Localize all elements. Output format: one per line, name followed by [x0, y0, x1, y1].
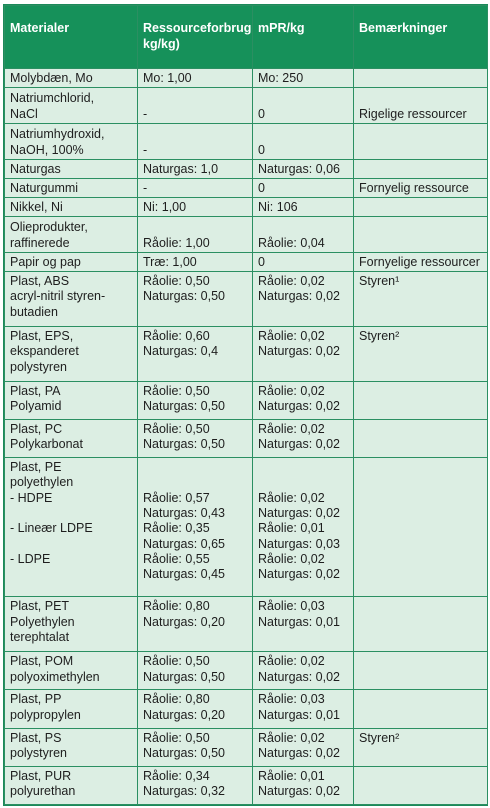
material-cell — [5, 69, 138, 88]
cell-line: Råolie: 0,02 — [258, 383, 325, 398]
cell-line: Plast, PE — [10, 460, 62, 475]
cell-line: Naturgas: 0,01 — [258, 614, 340, 629]
table-row — [5, 381, 488, 419]
cell-line: Olieprodukter, — [10, 220, 88, 235]
cell-line: Naturgummi — [10, 180, 79, 195]
cell-line: Ni: 1,00 — [143, 199, 187, 214]
mpr-cell — [253, 381, 354, 419]
remark-cell — [354, 420, 488, 458]
mpr-cell — [253, 728, 354, 766]
cell-line: Plast, EPS, — [10, 328, 74, 343]
cell-line: Naturgas: 0,20 — [143, 707, 225, 722]
cell-line — [258, 460, 348, 475]
resource-cell — [138, 420, 253, 458]
material-cell — [5, 652, 138, 690]
table-row — [5, 420, 488, 458]
cell-line: Råolie: 0,50 — [143, 730, 210, 745]
remark-cell — [354, 217, 488, 253]
cell-line: Råolie: 0,02 — [258, 273, 325, 288]
table-row — [5, 88, 488, 124]
cell-line: terephtalat — [10, 629, 70, 644]
cell-line — [359, 506, 482, 521]
cell-line: Råolie: 0,02 — [258, 490, 325, 505]
cell-line: polypropylen — [10, 707, 81, 722]
mpr-cell — [253, 197, 354, 216]
remark-cell — [354, 690, 488, 728]
cell-line: Plast, PA — [10, 383, 61, 398]
cell-line — [359, 491, 482, 506]
cell-line: Råolie: 0,60 — [143, 328, 210, 343]
cell-line: Naturgas: 0,03 — [258, 536, 340, 551]
material-cell — [5, 381, 138, 419]
header-mpr-kg: mPR/kg — [253, 6, 354, 69]
remark-cell — [354, 766, 488, 804]
cell-line: Naturgas: 0,02 — [258, 567, 340, 582]
cell-line — [143, 305, 247, 320]
remark-cell — [354, 178, 488, 197]
mpr-cell — [253, 597, 354, 652]
cell-line: Råolie: 0,03 — [258, 692, 325, 707]
cell-line: - — [143, 142, 148, 157]
cell-line: - — [143, 106, 148, 121]
resource-cell — [138, 197, 253, 216]
resource-cell — [138, 690, 253, 728]
cell-line: Råolie: 0,03 — [258, 599, 325, 614]
cell-line: - — [143, 180, 148, 195]
cell-line: polyethylen — [10, 475, 74, 490]
cell-line: Natriumhydroxid, — [10, 127, 105, 142]
resource-cell — [138, 326, 253, 381]
cell-line: Naturgas: 0,02 — [258, 289, 340, 304]
cell-line: Naturgas: 0,20 — [143, 614, 225, 629]
resource-cell — [138, 252, 253, 271]
cell-line — [359, 236, 482, 251]
cell-line — [359, 769, 482, 784]
cell-line: Råolie: 0,01 — [258, 768, 325, 783]
cell-line: Rigelige ressourcer — [359, 106, 467, 121]
cell-line — [359, 567, 482, 582]
mpr-cell — [253, 690, 354, 728]
resource-cell — [138, 123, 253, 159]
cell-line: 0 — [258, 106, 265, 121]
cell-line: Naturgas: 0,50 — [143, 669, 225, 684]
cell-line — [359, 399, 482, 414]
table-row — [5, 69, 488, 88]
cell-line: Naturgas: 0,01 — [258, 707, 340, 722]
cell-line: acryl-nitril styren- — [10, 289, 106, 304]
table-row — [5, 458, 488, 597]
cell-line: Molybdæn, Mo — [10, 70, 93, 85]
cell-line: Fornyelig ressource — [359, 180, 469, 195]
resource-cell — [138, 458, 253, 597]
cell-line: polystyren — [10, 745, 67, 760]
table-row — [5, 123, 488, 159]
cell-line: Naturgas: 0,45 — [143, 567, 225, 582]
mpr-cell — [253, 652, 354, 690]
cell-line: Træ: 1,00 — [143, 254, 197, 269]
table-row — [5, 597, 488, 652]
table-row — [5, 271, 488, 326]
table-row — [5, 652, 488, 690]
resource-cell — [138, 652, 253, 690]
cell-line: Råolie: 0,04 — [258, 235, 325, 250]
cell-line: - HDPE — [10, 490, 53, 505]
remark-cell — [354, 197, 488, 216]
mpr-cell — [253, 159, 354, 178]
cell-line — [359, 143, 482, 158]
cell-line — [10, 506, 132, 521]
cell-line — [359, 537, 482, 552]
cell-line: Fornyelige ressourcer — [359, 254, 480, 269]
mpr-cell — [253, 326, 354, 381]
cell-line: Råolie: 0,80 — [143, 599, 210, 614]
cell-line — [359, 200, 482, 215]
cell-line: Styren² — [359, 730, 400, 745]
cell-line: Styren² — [359, 328, 400, 343]
cell-line: Natriumchlorid, — [10, 91, 95, 106]
remark-cell — [354, 597, 488, 652]
table-row — [5, 690, 488, 728]
remark-cell — [354, 69, 488, 88]
cell-line — [359, 437, 482, 452]
remark-cell — [354, 728, 488, 766]
cell-line: Plast, PP — [10, 692, 62, 707]
resource-cell — [138, 178, 253, 197]
cell-line: Råolie: 0,50 — [143, 383, 210, 398]
cell-line — [359, 692, 482, 707]
cell-line: Naturgas: 0,43 — [143, 506, 225, 520]
remark-cell — [354, 271, 488, 326]
remark-cell — [354, 652, 488, 690]
cell-line: Naturgas: 0,32 — [143, 783, 225, 798]
remark-cell — [354, 123, 488, 159]
cell-line: Råolie: 0,02 — [258, 654, 325, 669]
cell-line: Plast, PS — [10, 730, 62, 745]
material-cell — [5, 597, 138, 652]
cell-line: Råolie: 0,50 — [143, 654, 210, 669]
cell-line — [143, 360, 247, 375]
cell-line: Råolie: 0,55 — [143, 551, 210, 566]
resource-cell — [138, 217, 253, 253]
cell-line — [359, 384, 482, 399]
cell-line — [359, 599, 482, 614]
material-cell — [5, 178, 138, 197]
cell-line: Naturgas: 0,02 — [258, 745, 340, 760]
cell-line: polyoximethylen — [10, 669, 100, 684]
material-cell — [5, 766, 138, 804]
mpr-cell — [253, 88, 354, 124]
material-cell — [5, 728, 138, 766]
mpr-cell — [253, 458, 354, 597]
cell-line: Naturgas: 1,0 — [143, 161, 219, 176]
mpr-cell — [253, 252, 354, 271]
cell-line: Råolie: 1,00 — [143, 235, 210, 250]
table-row — [5, 159, 488, 178]
cell-line: Polyethylen — [10, 614, 75, 629]
cell-line: Styren¹ — [359, 273, 400, 288]
cell-line: Naturgas: 0,50 — [143, 399, 225, 414]
cell-line — [10, 537, 132, 552]
cell-line — [258, 475, 348, 490]
cell-line: Råolie: 0,01 — [258, 521, 325, 536]
cell-line: Plast, POM — [10, 654, 74, 669]
table-row — [5, 178, 488, 197]
cell-line: Ni: 106 — [258, 199, 298, 214]
cell-line: Mo: 1,00 — [143, 70, 192, 85]
cell-line — [359, 71, 482, 86]
cell-line: Plast, PET — [10, 599, 70, 614]
material-cell — [5, 690, 138, 728]
cell-line: NaCl — [10, 106, 38, 121]
cell-line — [359, 475, 482, 490]
table-row — [5, 326, 488, 381]
cell-line: polyurethan — [10, 783, 76, 798]
remark-cell — [354, 326, 488, 381]
cell-line — [359, 552, 482, 567]
cell-line — [359, 521, 482, 536]
cell-line: Naturgas: 0,50 — [143, 289, 225, 304]
cell-line: Naturgas: 0,50 — [143, 437, 225, 452]
remark-cell — [354, 159, 488, 178]
cell-line — [359, 360, 482, 375]
mpr-cell — [253, 766, 354, 804]
resource-cell — [138, 159, 253, 178]
material-cell — [5, 197, 138, 216]
cell-line: Råolie: 0,50 — [143, 273, 210, 288]
cell-line — [359, 289, 482, 304]
cell-line: Råolie: 0,02 — [258, 328, 325, 343]
material-cell — [5, 123, 138, 159]
cell-line: - Lineær LDPE — [10, 521, 93, 536]
material-cell — [5, 88, 138, 124]
remark-cell — [354, 88, 488, 124]
header-materialer: Materialer — [5, 6, 138, 69]
cell-line: Naturgas: 0,02 — [258, 506, 340, 520]
cell-line: Råolie: 0,34 — [143, 768, 210, 783]
cell-line: Råolie: 0,02 — [258, 551, 325, 566]
remark-cell — [354, 458, 488, 597]
cell-line — [359, 305, 482, 320]
mpr-cell — [253, 217, 354, 253]
resource-cell — [138, 728, 253, 766]
cell-line: Plast, PUR — [10, 768, 72, 783]
mpr-cell — [253, 420, 354, 458]
resource-cell — [138, 88, 253, 124]
cell-line — [258, 630, 348, 645]
resource-cell — [138, 766, 253, 804]
cell-line — [258, 305, 348, 320]
cell-line: 0 — [258, 254, 265, 269]
material-cell — [5, 217, 138, 253]
mpr-cell — [253, 123, 354, 159]
cell-line: Naturgas: 0,06 — [258, 161, 340, 176]
resource-cell — [138, 69, 253, 88]
cell-line — [359, 460, 482, 475]
cell-line: Mo: 250 — [258, 70, 304, 85]
mpr-cell — [253, 178, 354, 197]
material-cell — [5, 159, 138, 178]
table-row — [5, 766, 488, 804]
cell-line: Råolie: 0,80 — [143, 692, 210, 707]
header-ressourceforbrug: Ressourceforbrug kg/kg) — [138, 6, 253, 69]
material-cell — [5, 458, 138, 597]
resource-cell — [138, 381, 253, 419]
cell-line: Råolie: 0,50 — [143, 422, 210, 436]
cell-line: Papir og pap — [10, 254, 81, 269]
table-body — [5, 69, 488, 805]
cell-line — [10, 567, 132, 582]
material-cell — [5, 252, 138, 271]
materials-table-container — [3, 4, 488, 806]
cell-line: Naturgas: 0,50 — [143, 745, 225, 760]
cell-line: ekspanderet — [10, 344, 79, 359]
cell-line: Polyamid — [10, 399, 62, 414]
cell-line — [359, 615, 482, 630]
cell-line: 0 — [258, 180, 265, 195]
table-header-row — [5, 6, 488, 69]
cell-line: raffinerede — [10, 235, 70, 250]
table-row — [5, 217, 488, 253]
cell-line — [359, 422, 482, 437]
cell-line — [143, 460, 247, 475]
cell-line: - LDPE — [10, 551, 51, 566]
cell-line: Naturgas: 0,02 — [258, 399, 340, 414]
cell-line: 0 — [258, 142, 265, 157]
cell-line — [359, 784, 482, 799]
cell-line: Naturgas: 0,02 — [258, 669, 340, 684]
cell-line: polystyren — [10, 359, 67, 374]
mpr-cell — [253, 69, 354, 88]
remark-cell — [354, 252, 488, 271]
cell-line: Naturgas: 0,02 — [258, 344, 340, 359]
table-row — [5, 197, 488, 216]
cell-line — [359, 630, 482, 645]
cell-line — [359, 162, 482, 177]
cell-line: Råolie: 0,35 — [143, 521, 210, 536]
material-cell — [5, 326, 138, 381]
cell-line: Råolie: 0,02 — [258, 422, 325, 436]
cell-line: Polykarbonat — [10, 437, 83, 452]
cell-line — [143, 475, 247, 490]
cell-line: Plast, ABS — [10, 273, 70, 288]
cell-line: Råolie: 0,57 — [143, 490, 210, 505]
material-cell — [5, 420, 138, 458]
cell-line — [359, 746, 482, 761]
cell-line — [143, 630, 247, 645]
materials-table — [4, 5, 488, 805]
cell-line — [359, 670, 482, 685]
cell-line: Naturgas: 0,02 — [258, 783, 340, 798]
cell-line — [359, 708, 482, 723]
header-bemaerkninger: Bemærkninger — [354, 6, 488, 69]
cell-line: Råolie: 0,02 — [258, 730, 325, 745]
cell-line — [258, 360, 348, 375]
cell-line: Naturgas: 0,65 — [143, 536, 225, 551]
resource-cell — [138, 271, 253, 326]
table-row — [5, 252, 488, 271]
cell-line: Naturgas — [10, 161, 61, 176]
remark-cell — [354, 381, 488, 419]
mpr-cell — [253, 271, 354, 326]
cell-line: Nikkel, Ni — [10, 199, 63, 214]
cell-line: butadien — [10, 304, 58, 319]
cell-line: NaOH, 100% — [10, 142, 84, 157]
cell-line: Naturgas: 0,4 — [143, 344, 219, 359]
table-row — [5, 728, 488, 766]
cell-line: Naturgas: 0,02 — [258, 437, 340, 452]
cell-line — [359, 654, 482, 669]
cell-line — [359, 344, 482, 359]
resource-cell — [138, 597, 253, 652]
cell-line: Plast, PC — [10, 422, 63, 436]
material-cell — [5, 271, 138, 326]
